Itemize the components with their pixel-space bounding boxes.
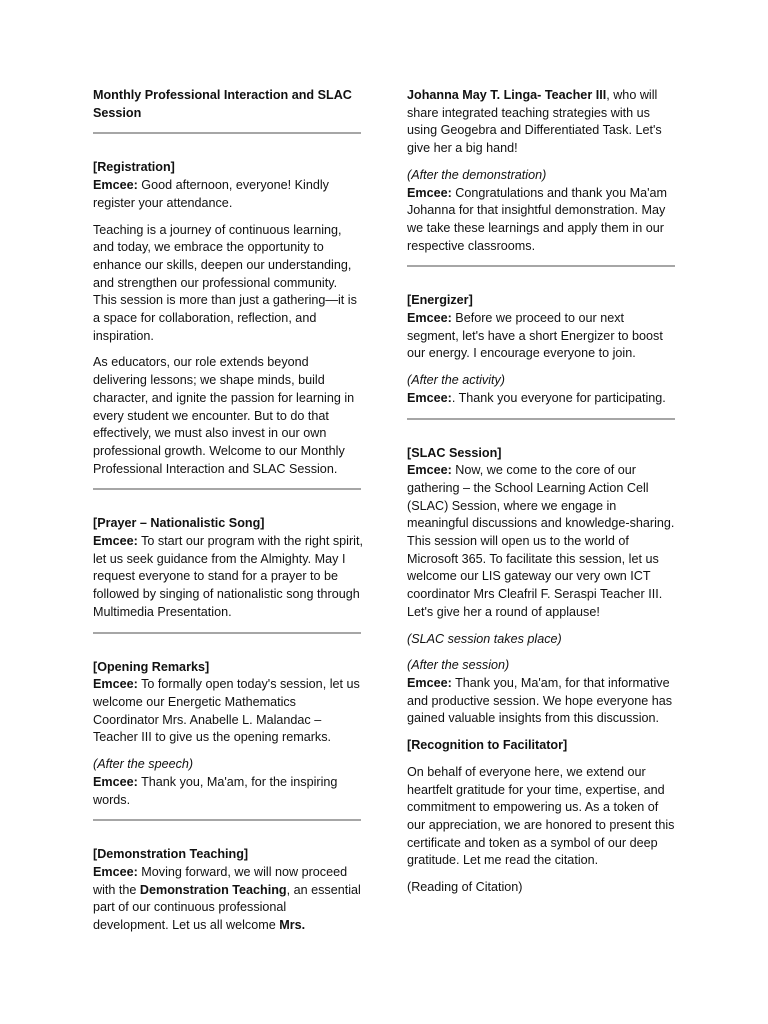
emcee-label: Emcee:	[93, 178, 138, 193]
prayer-emcee-line	[93, 533, 363, 622]
opening-text: To formally open today's session, let us welcome our Energetic Mathematics Coordinator Mrs. Anabelle L. Malandac – Teacher III to give us the opening remarks.	[93, 677, 360, 745]
slac-takes-place-note: (SLAC session takes place)	[407, 631, 562, 646]
emcee-label: Emcee:	[407, 311, 452, 326]
right-column	[407, 87, 679, 897]
emcee-label: Emcee:	[93, 534, 138, 549]
demo-bold-a: Demonstration Teaching	[139, 882, 287, 897]
section-divider	[93, 819, 361, 821]
recognition-heading: [Recognition to Facilitator]	[407, 738, 568, 753]
emcee-label: Emcee:	[407, 675, 452, 690]
emcee-label: Emcee:	[93, 774, 138, 789]
presenter-name: Johanna May T. Linga- Teacher III	[407, 88, 607, 102]
demo-continued-text: , who will share integrated teaching strategies with us using Geogebra and Differentiated Task. Let's give her a big hand!	[407, 88, 662, 156]
slac-emcee-line-2	[407, 675, 679, 728]
opening-emcee-line-2	[93, 774, 363, 809]
demo-continued	[407, 87, 679, 158]
demo-after-note: (After the demonstration)	[407, 167, 547, 182]
document-title: Monthly Professional Interaction and SLAC Session	[93, 88, 352, 120]
energizer-heading: [Energizer]	[407, 293, 473, 308]
registration-paragraph-1: Teaching is a journey of continuous learning, and today, we embrace the opportunity to enhance our skills, deepen our understanding, and strengthen our professional community. This session is more than just a gathering—it is a space for collaboration, reflection, and inspiration.	[93, 222, 357, 343]
energizer-emcee-line-2	[407, 390, 679, 408]
prayer-heading: [Prayer – Nationalistic Song]	[93, 516, 265, 531]
prayer-text: To start our program with the right spirit, let us seek guidance from the Almighty. May I request everyone to stand for a prayer to be followed by singing of nationalistic song through Multimedia Presentation.	[93, 534, 363, 619]
slac-text-2: Thank you, Ma'am, for that informative and productive session. We hope everyone has gained valuable insights from this discussion.	[407, 675, 673, 726]
emcee-label: Emcee:	[93, 864, 138, 879]
demo-heading: [Demonstration Teaching]	[93, 847, 249, 862]
emcee-label: Emcee:	[407, 185, 452, 200]
opening-after-note: (After the speech)	[93, 757, 194, 772]
slac-after-note: (After the session)	[407, 658, 510, 673]
registration-heading: [Registration]	[93, 160, 175, 175]
energizer-text-2: . Thank you everyone for participating.	[451, 390, 666, 405]
slac-heading: [SLAC Session]	[407, 445, 502, 460]
left-column	[93, 87, 363, 935]
reading-of-citation-note: (Reading of Citation)	[407, 880, 523, 895]
demo-text-a: Moving forward, we will now proceed with the	[93, 864, 348, 897]
slac-emcee-line	[407, 462, 679, 621]
demo-bold-b: Mrs.	[279, 918, 306, 933]
registration-emcee-line	[93, 177, 363, 212]
energizer-after-note: (After the activity)	[407, 373, 505, 388]
emcee-label: Emcee:	[93, 677, 138, 692]
recognition-paragraph: On behalf of everyone here, we extend our heartfelt gratitude for your time, expertise, and commitment to empowering us. As a token of our appreciation, we are honored to present this certificate and token as a symbol of our deep gratitude. Let me read the citation.	[407, 764, 675, 868]
demo-text-b: , an essential part of our continuous professional development. Let us all welcome	[93, 882, 361, 933]
section-divider	[93, 488, 361, 490]
section-divider	[407, 418, 675, 420]
opening-emcee-line	[93, 676, 363, 747]
slac-text: Now, we come to the core of our gathering – the School Learning Action Cell (SLAC) Session, where we engage in meaningful discussions and knowledge-sharing. This session will open us to the world of Microsoft 365. To facilitate this session, let us welcome our LIS gateway our very own ICT coordinator Mrs Cleafril F. Seraspi Teacher III. Let's give her a round of applause!	[407, 463, 675, 619]
emcee-label: Emcee:	[407, 463, 452, 478]
section-divider	[93, 132, 361, 134]
registration-paragraph-2: As educators, our role extends beyond delivering lessons; we shape minds, build character, and ignite the passion for learning in every student we encounter. But to do that effectively, we must also invest in our own professional growth. Welcome to our Monthly Professional Interaction and SLAC Session.	[93, 355, 355, 476]
opening-text-2: Thank you, Ma'am, for the inspiring words.	[93, 774, 338, 807]
demo-emcee-line	[93, 864, 363, 935]
demo-emcee-line-2	[407, 185, 679, 256]
emcee-label: Emcee:	[407, 390, 452, 405]
energizer-text: Before we proceed to our next segment, let's have a short Energizer to boost our energy. I encourage everyone to join.	[407, 311, 663, 361]
opening-heading: [Opening Remarks]	[93, 659, 210, 674]
section-divider	[93, 632, 361, 634]
demo-text-2: Congratulations and thank you Ma'am Johanna for that insightful demonstration. May we take these learnings and apply them in our respective classrooms.	[407, 185, 668, 253]
energizer-emcee-line	[407, 310, 679, 363]
registration-text: Good afternoon, everyone! Kindly register your attendance.	[93, 178, 329, 210]
section-divider	[407, 265, 675, 267]
